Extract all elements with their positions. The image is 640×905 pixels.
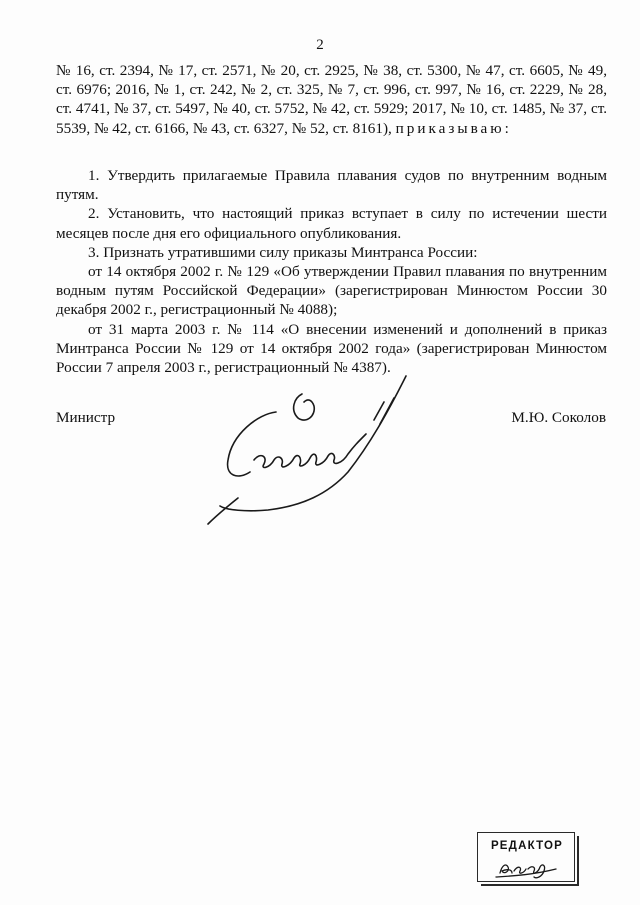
signatory-name: М.Ю. Соколов — [511, 409, 606, 426]
intro-paragraph — [56, 61, 607, 138]
stamp-frame — [477, 832, 575, 882]
editor-stamp — [477, 832, 579, 886]
repealed-order-129: от 14 октября 2002 г. № 129 «Об утверждении Правил плавания по внутренним водным путям Российской Федерации» (зарегистрирован Минюстом России 30 декабря 2002 г., регистрационный № 4088); — [56, 263, 607, 319]
order-items — [56, 166, 607, 377]
handwritten-signature — [198, 372, 418, 532]
order-word: приказываю: — [395, 119, 512, 137]
item-1: 1. Утвердить прилагаемые Правила плавания судов по внутренним водным путям. — [56, 167, 607, 204]
item-2: 2. Установить, что настоящий приказ вступает в силу по истечении шести месяцев после дня его официального опубликования. — [56, 205, 607, 242]
stamp-initials — [492, 857, 562, 879]
signatory-title: Министр — [56, 409, 116, 426]
repealed-order-114: от 31 марта 2003 г. № 114 «О внесении изменений и дополнений в приказ Минтранса России № 129 от 14 октября 2002 года» (зарегистрирован Минюстом России 7 апреля 2003 г., регистрационный № 4387). — [56, 320, 607, 377]
intro-text: № 16, ст. 2394, № 17, ст. 2571, № 20, ст. 2925, № 38, ст. 5300, № 47, ст. 6605, № 49, ст. 6976; 2016, № 1, ст. 242, № 2, ст. 325, № 7, ст. 996, ст. 997, № 16, ст. 2229, № 28, ст. 4741, № 37, ст. 5497, № 40, ст. 5752, № 42, ст. 5929; 2017, № 10, ст. 1485, № 37, ст. 5539, № 42, ст. 6166, № 43, ст. 6327, № 52, ст. 8161), — [56, 62, 607, 137]
stamp-title: РЕДАКТОР — [490, 840, 564, 852]
page-number: 2 — [316, 37, 324, 53]
item-3: 3. Признать утратившими силу приказы Минтранса России: — [88, 243, 478, 261]
